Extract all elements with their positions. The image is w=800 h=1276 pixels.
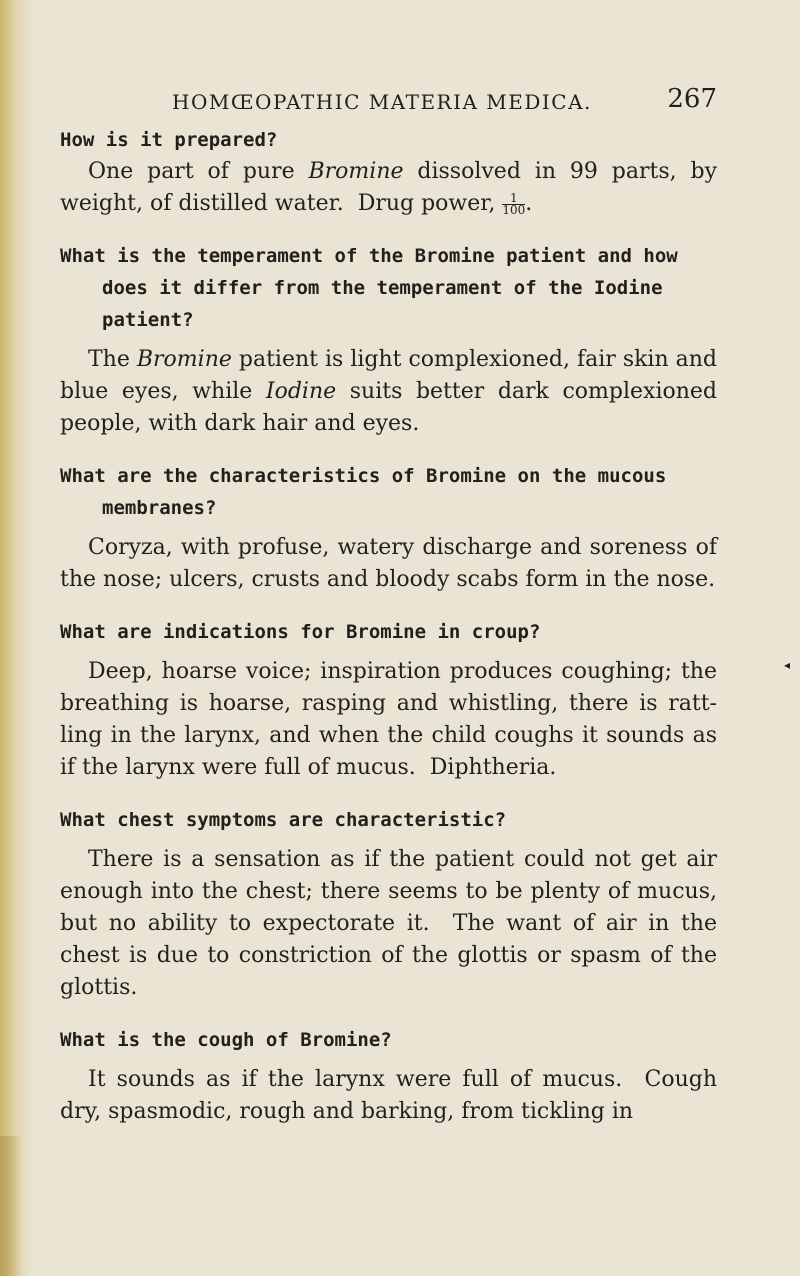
answer-preparation-bromine: Bromine (308, 159, 404, 184)
answer-temperament-text-3: suits better dark complexioned people, with dark hair and eyes. (60, 379, 724, 436)
answer-mucous-membranes: Coryza, with profuse, watery discharge and soreness of the nose; ulcers, crusts and bloody scabs form in the nose. (60, 535, 724, 592)
answer-preparation-text: One part of pure (88, 159, 309, 184)
question-answer-gap (60, 1056, 717, 1064)
answer-cough: It sounds as if the larynx were full of mucus. Cough dry, spasmodic, rough and barking, from tickling in (60, 1067, 724, 1124)
answer-temperament (60, 344, 725, 440)
answer-preparation (60, 156, 724, 220)
question-answer-gap (60, 524, 717, 532)
answer-temperament-text-2: patient is light complexioned, fair skin and blue eyes, while (60, 347, 725, 404)
book-binding-shadow (0, 0, 34, 1276)
section-gap (60, 784, 717, 804)
question-croup: What are indications for Bromine in croup? (60, 621, 541, 643)
question-answer-gap (60, 336, 717, 344)
drug-power-fraction (502, 190, 526, 217)
question-answer-gap (60, 836, 717, 844)
question-mucous-membranes: What are the characteristics of Bromine on the mucous membranes? (60, 465, 678, 519)
question-preparation: How is it prepared? (60, 129, 278, 151)
running-head (172, 84, 717, 124)
answer-chest-symptoms: There is a sensation as if the patient could not get air enough into the chest; there seems to be plenty of mucus, but no ability to expectorate it. The want of air in the chest is due to constriction of the glottis or spasm of the glottis. (60, 847, 724, 1000)
section-gap (60, 440, 717, 460)
question-chest-symptoms: What chest symptoms are characteristic? (60, 809, 507, 831)
answer-preparation-end: . (525, 191, 533, 216)
section-gap (60, 220, 717, 240)
book-page (60, 84, 725, 1128)
answer-croup: Deep, hoarse voice; inspiration produces coughing; the breathing is hoarse, rasping and whistling, there is ratt-ling in the larynx, and when the child coughs it sounds as if the larynx were full of mucus. Diphtheria. (60, 659, 724, 780)
page-number: 267 (667, 84, 717, 114)
fraction-numerator: 1 (502, 193, 525, 205)
book-binding-shadow-bottom (0, 1136, 22, 1276)
marginal-mark: ◂ (784, 658, 791, 672)
answer-temperament-bromine: Bromine (136, 347, 232, 372)
question-cough: What is the cough of Bromine? (60, 1029, 392, 1051)
question-answer-gap (60, 648, 717, 656)
section-gap (60, 1004, 717, 1024)
answer-preparation-text-2: dissolved in 99 parts, by weight, of distilled water. Drug power, (60, 159, 724, 216)
fraction-denominator: 100 (502, 202, 526, 217)
question-temperament: What is the temperament of the Bromine patient and how does it differ from the temperament of the Iodine patient? (60, 245, 690, 331)
answer-temperament-text: The (88, 347, 137, 372)
answer-temperament-iodine: Iodine (265, 379, 337, 404)
section-gap (60, 596, 717, 616)
running-title: HOMŒOPATHIC MATERIA MEDICA. (172, 90, 592, 114)
